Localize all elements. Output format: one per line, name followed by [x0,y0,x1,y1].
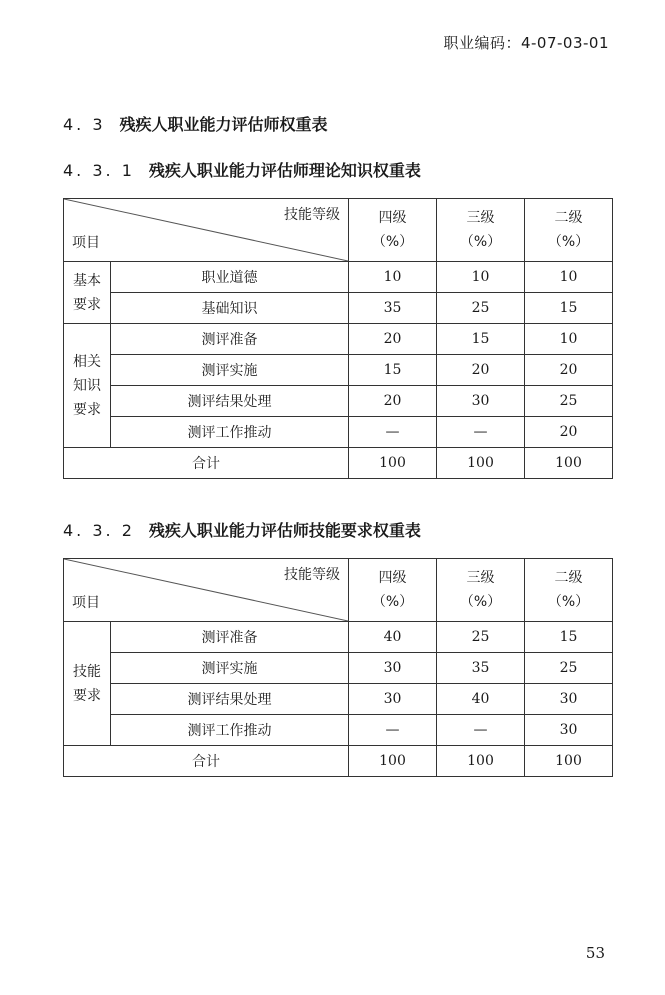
value-cell: 10 [349,262,437,293]
table-header-row [64,559,613,622]
level-header: 四级 （%） [349,559,437,622]
section-number: 4. 3 [63,115,106,134]
value-cell: 20 [349,386,437,417]
value-cell: 30 [525,715,613,746]
table-row [64,417,613,448]
table2-number: 4. 3. 2 [63,521,135,540]
subitem-cell: 测评结果处理 [111,684,349,715]
subitem-cell: 测评工作推动 [111,715,349,746]
value-cell: 15 [349,355,437,386]
subitem-cell: 测评准备 [111,324,349,355]
value-cell: — [437,417,525,448]
value-cell: 25 [437,293,525,324]
corner-item-label: 项目 [72,595,100,611]
table-row [64,324,613,355]
value-cell: 35 [349,293,437,324]
value-cell: 20 [349,324,437,355]
table-row [64,622,613,653]
subitem-cell: 测评工作推动 [111,417,349,448]
total-value: 100 [525,746,613,777]
value-cell: 30 [349,684,437,715]
table1-title [63,158,421,181]
value-cell: 30 [437,386,525,417]
table-row [64,715,613,746]
value-cell: 20 [525,417,613,448]
subitem-cell: 测评实施 [111,355,349,386]
table-row [64,386,613,417]
table-row [64,262,613,293]
level-header: 二级 （%） [525,559,613,622]
value-cell: 10 [525,324,613,355]
theory-knowledge-weight-table [63,198,613,479]
level-header: 三级 （%） [437,199,525,262]
table-row [64,653,613,684]
occupation-code: 职业编码：4-07-03-01 [443,34,609,52]
value-cell: 25 [437,622,525,653]
value-cell: 25 [525,653,613,684]
diagonal-header-cell [64,559,349,622]
total-label: 合计 [64,746,349,777]
diagonal-header-cell [64,199,349,262]
table-row [64,355,613,386]
corner-skill-level-label: 技能等级 [284,567,340,583]
section-title-text: 残疾人职业能力评估师权重表 [119,115,328,134]
value-cell: 15 [437,324,525,355]
skill-requirement-weight-table [63,558,613,777]
total-value: 100 [437,448,525,479]
value-cell: — [349,417,437,448]
subitem-cell: 职业道德 [111,262,349,293]
level-header: 三级 （%） [437,559,525,622]
level-header: 四级 （%） [349,199,437,262]
value-cell: 35 [437,653,525,684]
total-value: 100 [437,746,525,777]
section-title [63,112,328,135]
subitem-cell: 基础知识 [111,293,349,324]
subitem-cell: 测评准备 [111,622,349,653]
value-cell: 20 [437,355,525,386]
table-row [64,293,613,324]
corner-skill-level-label: 技能等级 [284,207,340,223]
category-cell: 相关 知识 要求 [64,324,111,448]
total-label: 合计 [64,448,349,479]
total-value: 100 [349,746,437,777]
table-row [64,684,613,715]
value-cell: 40 [349,622,437,653]
value-cell: — [349,715,437,746]
category-cell: 技能 要求 [64,622,111,746]
value-cell: 10 [525,262,613,293]
table1-title-text: 残疾人职业能力评估师理论知识权重表 [148,161,421,180]
table1-number: 4. 3. 1 [63,161,135,180]
page-number: 53 [585,944,605,962]
value-cell: 15 [525,293,613,324]
value-cell: 10 [437,262,525,293]
subitem-cell: 测评结果处理 [111,386,349,417]
value-cell: 40 [437,684,525,715]
value-cell: — [437,715,525,746]
total-row [64,746,613,777]
level-header: 二级 （%） [525,199,613,262]
total-value: 100 [525,448,613,479]
table2-title-text: 残疾人职业能力评估师技能要求权重表 [148,521,421,540]
subitem-cell: 测评实施 [111,653,349,684]
category-cell: 基本 要求 [64,262,111,324]
table-header-row [64,199,613,262]
value-cell: 25 [525,386,613,417]
value-cell: 15 [525,622,613,653]
value-cell: 30 [349,653,437,684]
corner-item-label: 项目 [72,235,100,251]
table2-title [63,518,421,541]
total-row [64,448,613,479]
value-cell: 20 [525,355,613,386]
total-value: 100 [349,448,437,479]
value-cell: 30 [525,684,613,715]
